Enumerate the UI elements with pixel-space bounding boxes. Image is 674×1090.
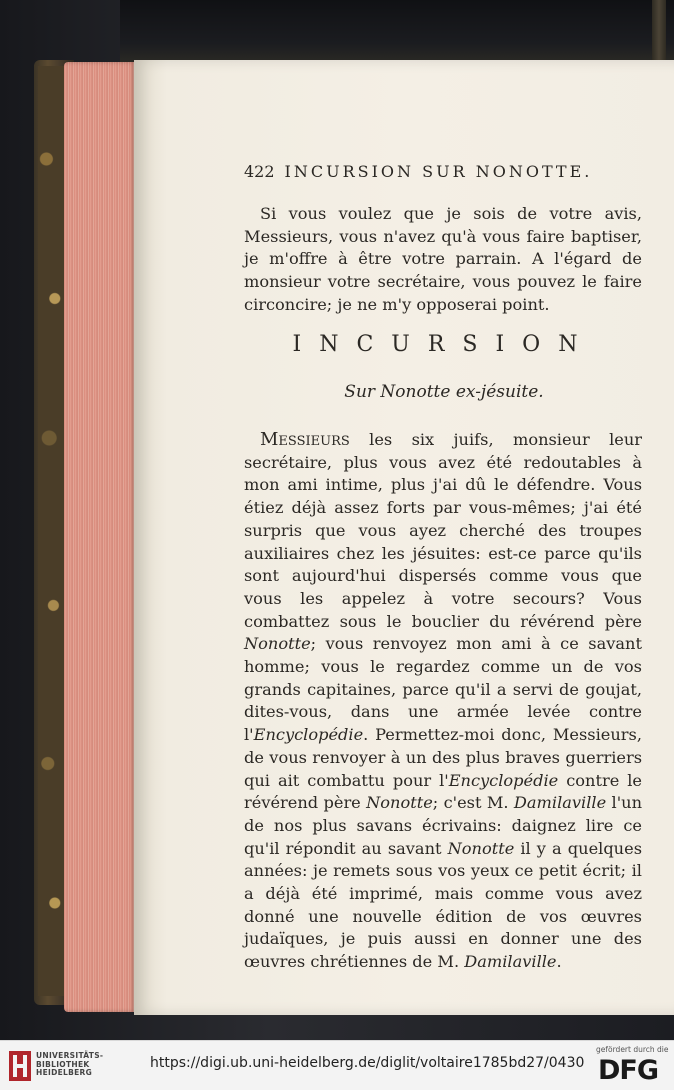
top-board <box>120 0 674 62</box>
italic-name: Nonotte <box>366 793 433 813</box>
section-title: INCURSION <box>292 332 596 357</box>
viewer-footer <box>0 1040 674 1090</box>
institution-line: BIBLIOTHEK <box>36 1059 90 1069</box>
text-run: les six juifs, monsieur leur secrétaire, plus vous avez été redoutables à mon ami intime, plus j'ai dû le défendre. Vous étiez déjà assez forts par vous-mêmes; j'ai été surpris que vous ayez cherché des troupes auxiliaires chez les jésuites: est-ce parce qu'ils sont aujourd'hui dispersés comme vous que vous les appelez à votre secours? Vous combattez sous le bouclier du révérend père <box>244 430 642 631</box>
institution-line: UNIVERSITÄTS- <box>36 1051 104 1060</box>
italic-title: Encyclopédie <box>253 725 364 745</box>
running-head-title: INCURSION SUR NONOTTE. <box>284 162 593 181</box>
funding-note: gefördert durch die <box>596 1045 669 1054</box>
paragraph-2 <box>244 429 642 974</box>
institution-name <box>36 1052 126 1078</box>
text-run: contre le révérend père <box>244 770 643 813</box>
text-run: . <box>556 952 562 972</box>
page-edges <box>64 62 136 1012</box>
page-number: 422 <box>244 162 275 181</box>
permalink-url[interactable]: https://digi.ub.uni-heidelberg.de/diglit/voltaire1785bd27/0430 <box>150 1055 585 1071</box>
running-head <box>244 162 644 184</box>
marbled-cover <box>38 66 66 996</box>
text-run: ; vous renvoyez mon ami à ce savant homme; vous le regardez comme un de vos grands capitaines, parce qu'il a servi de goujat, dites-vous, dans une armée levée contre l' <box>244 634 642 745</box>
paragraph-1: Si vous voulez que je sois de votre avis, Messieurs, vous n'avez qu'à vous faire baptiser, je m'offre à être votre parrain. A l'égard de monsieur votre secrétaire, vous pouvez le faire circoncire; je ne m'y opposerai point. <box>244 204 642 314</box>
ribbon-marker <box>652 0 666 60</box>
text-run: . Permettez-moi donc, Messieurs, de vous renvoyer à un des plus braves guerriers qui ait combattu pour l' <box>244 725 642 790</box>
italic-name: Damilaville <box>464 952 557 972</box>
text-run: ; c'est M. <box>432 793 514 813</box>
university-logo-icon[interactable] <box>8 1049 32 1083</box>
institution-line: HEIDELBERG <box>36 1068 93 1077</box>
text-run: il y a quelques années: je remets sous vos yeux ce petit écrit; il a déjà été imprimé, mais comme vous avez donné une nouvelle édition de vos œuvres judaïques, je puis aussi en donner une des œuvres chrétiennes de M. <box>244 838 642 972</box>
dfg-logo[interactable]: DFG <box>598 1055 659 1086</box>
italic-title: Encyclopédie <box>448 770 559 790</box>
italic-name: Damilaville <box>513 793 607 813</box>
italic-name: Nonotte <box>244 634 311 654</box>
text-run: l'un de nos plus savans écrivains: daignez lire ce qu'il répondit au savant <box>244 793 642 858</box>
section-subtitle: Sur Nonotte ex-jésuite. <box>344 382 544 402</box>
lead-word: Messieurs <box>260 429 350 450</box>
italic-name: Nonotte <box>447 838 515 858</box>
